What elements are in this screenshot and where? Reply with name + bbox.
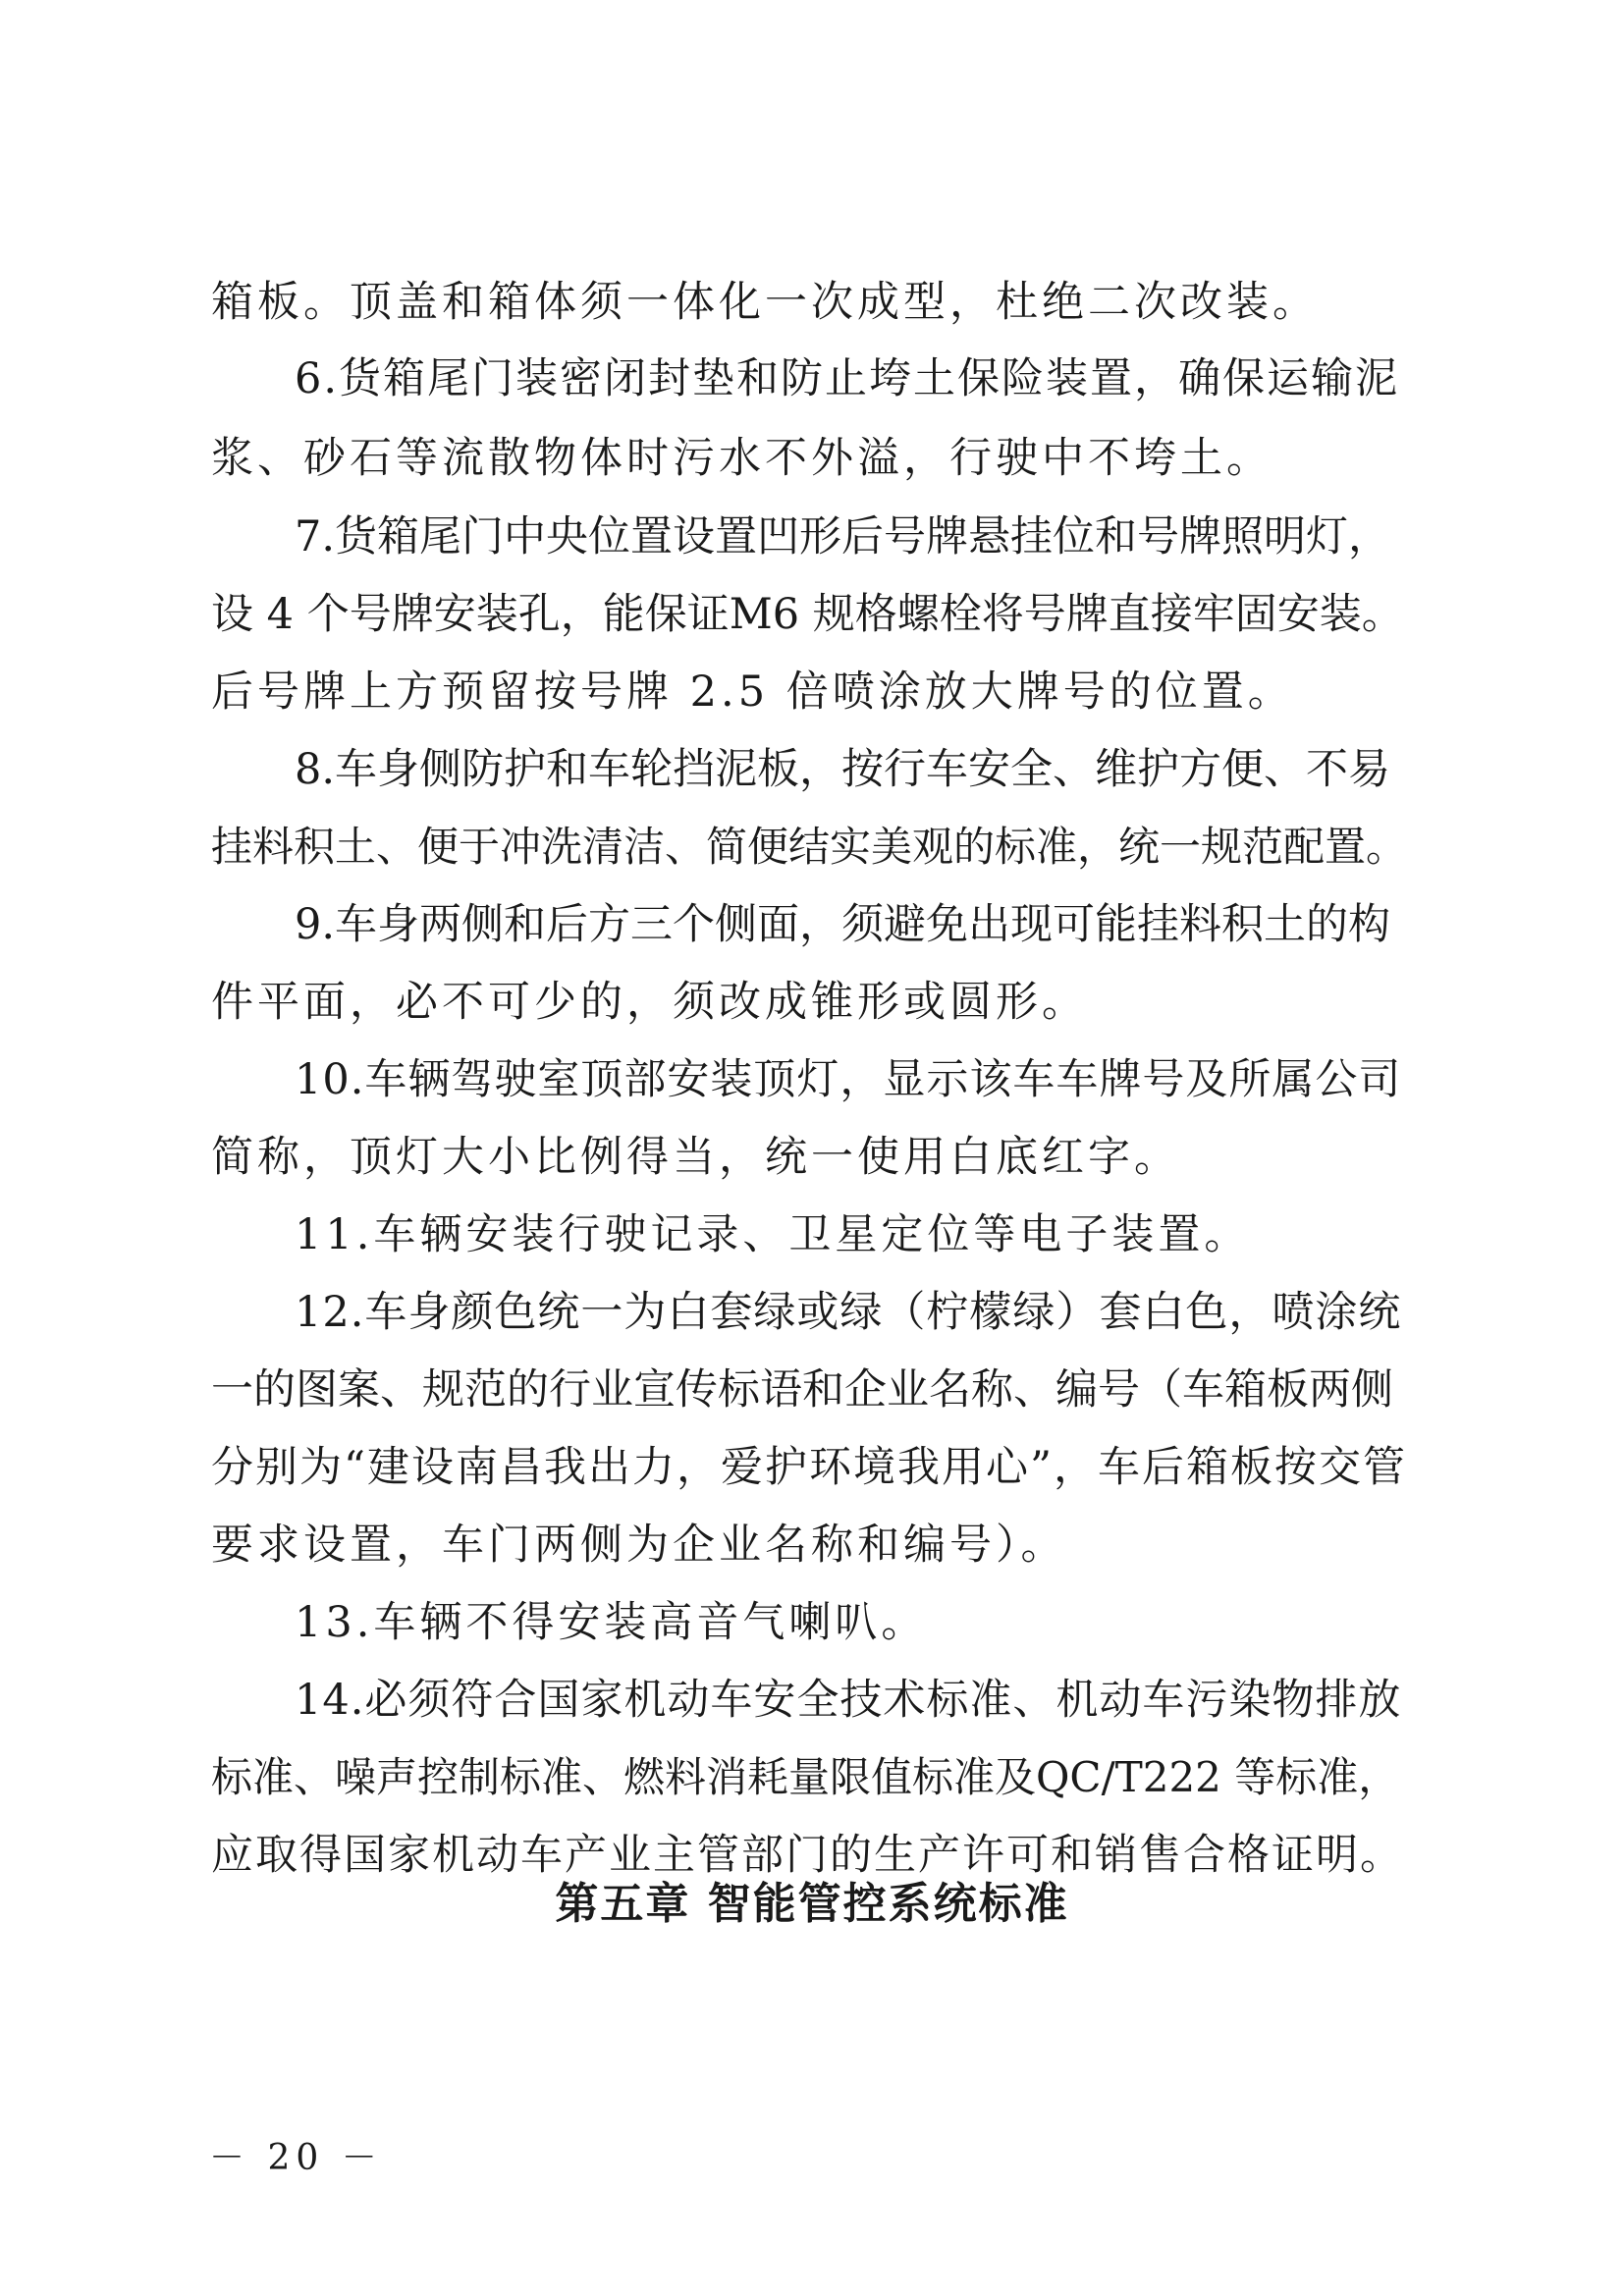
text-line-14: 12.车身颜色统一为白套绿或绿（柠檬绿）套白色，喷涂统 (295, 1288, 1402, 1337)
text-line-8: 挂料积土、便于冲洗清洁、简便结实美观的标准，统一规范配置。 (211, 823, 1408, 871)
text-line-20: 标准、噪声控制标准、燃料消耗量限值标准及QC/T222 等标准， (211, 1753, 1400, 1801)
text-line-11: 10.车辆驾驶室顶部安装顶灯，显示该车车牌号及所属公司 (295, 1055, 1402, 1104)
text-line-6: 后号牌上方预留按号牌 2.5 倍喷涂放大牌号的位置。 (211, 667, 1294, 717)
text-line-4: 7.货箱尾门中央位置设置凹形后号牌悬挂位和号牌照明灯， (295, 512, 1391, 561)
text-line-3: 浆、砂石等流散物体时污水不外溢，行驶中不垮土。 (211, 434, 1272, 483)
text-line-9: 9.车身两侧和后方三个侧面，须避免出现可能挂料积土的构 (295, 900, 1391, 949)
text-line-15: 一的图案、规范的行业宣传标语和企业名称、编号（车箱板两侧 (211, 1365, 1393, 1415)
text-line-13: 11.车辆安装行驶记录、卫星定位等电子装置。 (295, 1210, 1251, 1259)
text-line-1: 箱板。顶盖和箱体须一体化一次成型，杜绝二次改装。 (211, 278, 1319, 327)
text-line-18: 13.车辆不得安装高音气喇叭。 (295, 1598, 928, 1647)
text-line-19: 14.必须符合国家机动车安全技术标准、机动车污染物排放 (295, 1676, 1402, 1725)
text-line-7: 8.车身侧防护和车轮挡泥板，按行车安全、维护方便、不易 (295, 745, 1391, 794)
text-line-17: 要求设置，车门两侧为企业名称和编号）。 (211, 1521, 1067, 1570)
chapter-heading: 第五章 智能管控系统标准 (555, 1879, 1069, 1929)
text-line-21: 应取得国家机动车产业主管部门的生产许可和销售合格证明。 (211, 1831, 1404, 1880)
text-line-5: 设 4 个号牌安装孔，能保证M6 规格螺栓将号牌直接牢固安装。 (211, 590, 1404, 639)
text-line-2: 6.货箱尾门装密闭封垫和防止垮土保险装置，确保运输泥 (295, 354, 1400, 403)
text-line-16: 分别为“建设南昌我出力，爱护环境我用心”，车后箱板按交管 (211, 1443, 1407, 1492)
text-line-12: 简称，顶灯大小比例得当，统一使用白底红字。 (211, 1133, 1180, 1182)
text-line-10: 件平面，必不可少的，须改成锥形或圆形。 (211, 978, 1088, 1027)
page-number: － 20 － (209, 2138, 383, 2178)
